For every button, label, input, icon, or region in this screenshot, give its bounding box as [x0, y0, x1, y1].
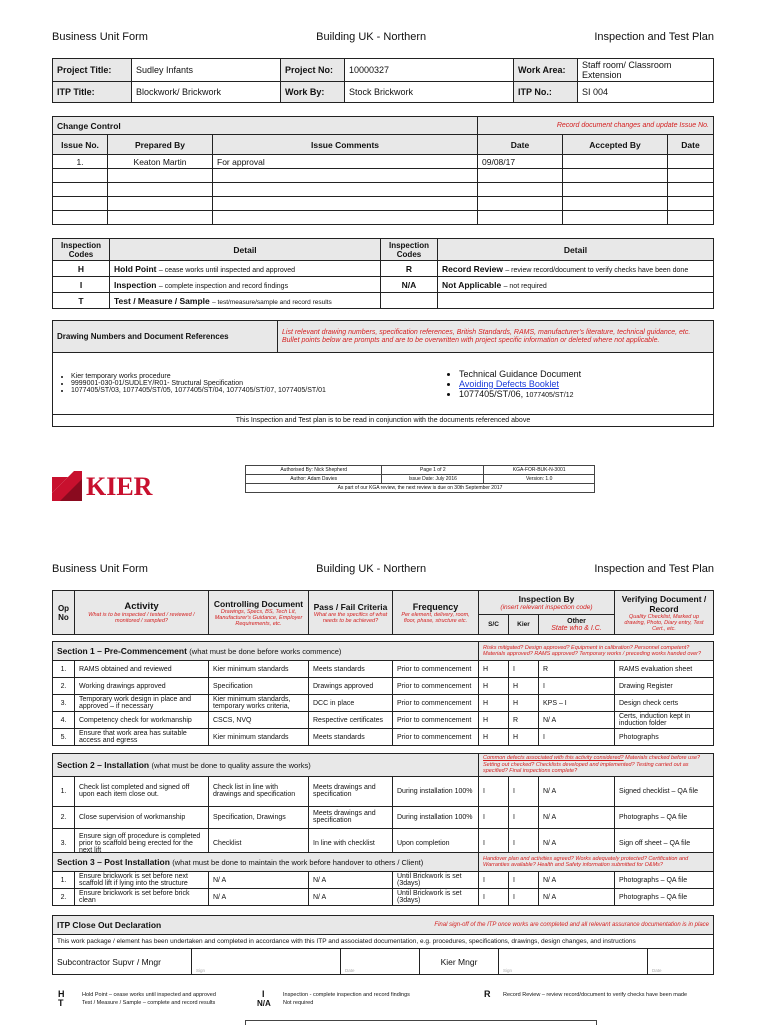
accepted-by: [563, 155, 668, 169]
op-no: 1.: [53, 661, 75, 678]
codes-head: Inspection Codes: [53, 239, 110, 261]
authorised-by: Authorised By: Nick Shepherd: [246, 466, 382, 475]
section1-note: Risks mitigated? Design approved? Equipment in calibration? Personnel competent? Materials approved? RAMS approved? Temporary works / preceding works handed over?: [479, 642, 714, 661]
kier: I: [509, 806, 539, 828]
project-title-label: Project Title:: [53, 59, 132, 82]
frequency: Prior to commencement: [393, 678, 479, 695]
code-h: H: [53, 261, 110, 277]
inspection-codes-table: [52, 238, 714, 309]
section1-title: Section 1 – Pre-Commencement: [57, 646, 187, 656]
drawings-footer: This Inspection and Test plan is to be read in conjunction with the documents referenced above: [53, 415, 714, 427]
work-area-value: Staff room/ Classroom Extension: [578, 59, 714, 82]
code-r-title: Record Review: [442, 263, 503, 274]
kier: R: [509, 712, 539, 729]
verifying: Photographs – QA file: [615, 872, 714, 889]
col-issue-comments: Issue Comments: [213, 135, 478, 155]
kier-logo-text: KIER: [86, 472, 153, 501]
section2-note: Materials checked before use? Setting out checked? Checklists developed and implemented? Testing carried out as specified? Final inspections complete?: [483, 755, 701, 774]
code-h-title: Hold Point: [114, 263, 157, 274]
issue-no: 1.: [53, 155, 108, 169]
page-header: [52, 31, 714, 43]
legend-r-text: Record Review – review record/document to verify checks have been made: [503, 992, 688, 998]
col-date: Date: [478, 135, 563, 155]
ref-st06: 1077405/ST/06,: [459, 388, 524, 399]
op-no: 3.: [53, 828, 75, 858]
col-verifying: Verifying Document / Record: [621, 593, 707, 614]
col-activity-sub: What is to be inspected / tested / reviewed / monitored / sampled?: [88, 612, 195, 624]
controlling-doc: Kier minimum standards: [209, 661, 309, 678]
subcontractor-date-field[interactable]: Date: [341, 949, 420, 975]
kier: H: [509, 729, 539, 746]
code-t: T: [53, 293, 110, 309]
col-frequency-sub: Per element, delivery, room, floor, phase, structure etc.: [401, 611, 470, 624]
header-left: Business Unit Form: [52, 31, 148, 43]
kier-date-field[interactable]: Date: [648, 949, 714, 975]
section2-title: Section 2 – Installation: [57, 759, 150, 770]
kier: I: [509, 828, 539, 858]
table-row: [53, 712, 714, 729]
verifying: Photographs – QA file: [615, 889, 714, 906]
sc: H: [479, 678, 509, 695]
kier: H: [509, 695, 539, 712]
col-accepted-by: Accepted By: [563, 135, 668, 155]
review-note: As part of our KGA review, the next review is due on 30th September 2017: [246, 484, 595, 493]
legend-h-text: Hold Point – cease works until inspected and approved: [82, 992, 216, 998]
header-left: Business Unit Form: [52, 563, 148, 575]
legend-na-code: N/A: [257, 999, 271, 1008]
change-control-note: Record document changes and update Issue No.: [478, 117, 714, 135]
kier: I: [509, 872, 539, 889]
code-h-desc: – cease works until inspected and approved: [158, 266, 296, 274]
issue-comment: For approval: [213, 155, 478, 169]
code-i-desc: – complete inspection and record findings: [158, 282, 289, 290]
list-item: • Kier temporary works procedure: [71, 373, 437, 380]
verifying: Photographs – QA file: [615, 806, 714, 828]
op-no: 5.: [53, 729, 75, 746]
section3-title: Section 3 – Post Installation: [57, 857, 170, 867]
col-criteria: Pass / Fail Criteria: [313, 601, 388, 612]
activity: Working drawings approved: [75, 678, 209, 695]
activity: Temporary work design in place and approved – if necessary: [75, 695, 209, 712]
table-row: [53, 872, 714, 889]
col-doc-sub: Drawings, Specs, BS, Tech Lit, Manufacturer's Guidance, Employer Requirements, etc.: [214, 608, 303, 627]
legend-h: H: [58, 989, 65, 999]
code-t-desc: – test/measure/sample and record results: [212, 298, 332, 306]
kier: I: [509, 661, 539, 678]
project-table: [52, 58, 714, 103]
sc: H: [479, 712, 509, 729]
sc: H: [479, 695, 509, 712]
kier-sign-field[interactable]: Sign: [499, 949, 648, 975]
criteria: Meets drawings and specification: [309, 776, 393, 806]
verifying: Design check certs: [615, 695, 714, 712]
criteria: N/ A: [309, 889, 393, 906]
code-na-title: Not Applicable: [442, 279, 502, 290]
change-control-table: [52, 116, 714, 225]
code-i-title: Inspection: [114, 279, 157, 290]
col-date-2: Date: [668, 135, 714, 155]
header-center: Building UK - Northern: [316, 563, 427, 575]
other: N/ A: [539, 776, 615, 806]
criteria: N/ A: [309, 872, 393, 889]
frequency: Until Brickwork is set (3days): [393, 872, 479, 889]
itp-title-value: Blockwork/ Brickwork: [132, 82, 281, 103]
controlling-doc: N/ A: [209, 889, 309, 906]
table-row: [53, 729, 714, 746]
code-row: [53, 293, 714, 309]
code-i: I: [53, 277, 110, 293]
kier: H: [509, 678, 539, 695]
other: N/ A: [539, 712, 615, 729]
criteria: Meets drawings and specification: [309, 806, 393, 828]
col-frequency: Frequency: [412, 601, 459, 612]
table-row: [53, 211, 714, 225]
activity: Ensure that work area has suitable access and egress: [75, 729, 209, 746]
activity: Ensure sign off procedure is completed prior to scaffold being erected for the next lift: [75, 828, 209, 858]
activity: Ensure brickwork is set before brick clean: [75, 889, 209, 906]
list-item: • 9999001-030-01/SUDLEY/R01- Structural Specification: [71, 380, 437, 387]
op-no: 1.: [53, 776, 75, 806]
section2-table: [52, 753, 714, 859]
section2-note-underlined: Common defects associated with this activity considered?: [483, 755, 624, 761]
table-row: [53, 197, 714, 211]
code-row: [53, 261, 714, 277]
code-na-desc: – not required: [503, 282, 547, 290]
activity: Competency check for workmanship: [75, 712, 209, 729]
author: Author: Adam Davies: [246, 475, 382, 484]
col-kier: Kier: [509, 615, 539, 635]
criteria: Meets standards: [309, 729, 393, 746]
table-row: [53, 806, 714, 828]
col-issue-no: Issue No.: [53, 135, 108, 155]
op-no: 1.: [53, 872, 75, 889]
table-row: [53, 776, 714, 806]
table-row: [53, 155, 714, 169]
verifying: Drawing Register: [615, 678, 714, 695]
kier: I: [509, 889, 539, 906]
code-r: R: [381, 261, 438, 277]
col-inspection-by: Inspection By: [518, 594, 575, 604]
verifying: Certs, induction kept in induction folder: [615, 712, 714, 729]
sc: H: [479, 661, 509, 678]
itp-main-table: [52, 590, 714, 635]
legend-na-text: Not required: [283, 1000, 314, 1006]
frequency: Prior to commencement: [393, 729, 479, 746]
kier-logo: [52, 470, 153, 502]
op-no: 2.: [53, 889, 75, 906]
legend-i-code: I: [262, 989, 265, 999]
header-center: Building UK - Northern: [316, 31, 427, 43]
code-na: N/A: [381, 277, 438, 293]
legend-t-text: Test / Measure / Sample – complete and record results: [82, 1000, 216, 1006]
work-area-label: Work Area:: [514, 59, 578, 82]
controlling-doc: Kier minimum standards: [209, 729, 309, 746]
project-no-value: 10000327: [345, 59, 514, 82]
col-controlling-doc: Controlling Document: [213, 598, 304, 609]
other: I: [539, 678, 615, 695]
issue-date: 09/08/17: [478, 155, 563, 169]
op-no: 4.: [53, 712, 75, 729]
sc: I: [479, 872, 509, 889]
frequency: During installation 100%: [393, 806, 479, 828]
activity: RAMS obtained and reviewed: [75, 661, 209, 678]
activity: Close supervision of workmanship: [75, 806, 209, 828]
table-row: [53, 661, 714, 678]
ref-st12: 1077405/ST/12: [525, 391, 574, 399]
drawings-table: [52, 320, 714, 427]
section2-sub: (what must be done to quality assure the works): [151, 760, 311, 770]
table-row: [53, 169, 714, 183]
detail-head-2: Detail: [438, 239, 714, 261]
other: N/ A: [539, 806, 615, 828]
page2-header: [52, 563, 714, 575]
frequency: Prior to commencement: [393, 661, 479, 678]
col-verifying-sub: Quality Checklist, Marked up drawing, Photo, Diary entry, Test Cert., etc.: [624, 613, 704, 632]
work-by-label: Work By:: [281, 82, 345, 103]
section3-table: [52, 852, 714, 906]
col-inspection-sub: (insert relevant inspection code): [500, 604, 593, 611]
activity: Check list completed and signed off upon each item close out.: [75, 776, 209, 806]
project-title-value: Sudley Infants: [132, 59, 281, 82]
list-item: [459, 389, 709, 399]
avoiding-defects-link[interactable]: Avoiding Defects Booklet: [459, 378, 559, 389]
col-activity: Activity: [124, 601, 159, 612]
legend-i-text: Inspection - complete inspection and record findings: [283, 992, 410, 998]
criteria: DCC in place: [309, 695, 393, 712]
detail-head: Detail: [110, 239, 381, 261]
closeout-text: This work package / element has been undertaken and completed in accordance with this ITP and associated documentation, e.g. procedures, specifications, drawings, design changes, and instructions: [53, 935, 714, 949]
code-row: [53, 277, 714, 293]
frequency: Prior to commencement: [393, 712, 479, 729]
kier: I: [509, 776, 539, 806]
section1-table: [52, 641, 714, 746]
change-control-title: Change Control: [53, 117, 478, 135]
op-no: 3.: [53, 695, 75, 712]
subcontractor-label: Subcontractor Supvr / Mngr: [53, 949, 192, 975]
section3-note: Handover plan and activities agreed? Works adequately protected? Certification and Warranties available? Health and Safety information submitted for O&Ms?: [479, 853, 714, 872]
frequency: Until Brickwork is set (3days): [393, 889, 479, 906]
closeout-note: Final sign-off of the ITP once works are completed and all relevant assurance documentation is in place: [341, 916, 714, 935]
controlling-doc: Specification, Drawings: [209, 806, 309, 828]
issue-date: Issue Date: July 2016: [382, 475, 484, 484]
frequency: Upon completion: [393, 828, 479, 858]
criteria: Drawings approved: [309, 678, 393, 695]
table-row: [53, 183, 714, 197]
list-item: • 1077405/ST/03, 1077405/ST/05, 1077405/ST/04, 1077405/ST/07, 1077405/ST/01: [71, 387, 437, 394]
code-t-title: Test / Measure / Sample: [114, 295, 210, 306]
table-row: [53, 678, 714, 695]
other: N/ A: [539, 828, 615, 858]
sc: H: [479, 729, 509, 746]
legend-t: T: [58, 998, 64, 1008]
frequency: During installation 100%: [393, 776, 479, 806]
controlling-doc: CSCS, NVQ: [209, 712, 309, 729]
project-no-label: Project No:: [281, 59, 345, 82]
sc: I: [479, 806, 509, 828]
op-no: 2.: [53, 678, 75, 695]
criteria: Respective certificates: [309, 712, 393, 729]
frequency: Prior to commencement: [393, 695, 479, 712]
sc: I: [479, 828, 509, 858]
criteria: Meets standards: [309, 661, 393, 678]
page-count: Page 1 of 2: [382, 466, 484, 475]
section3-sub: (what must be done to maintain the work before handover to others / Client): [172, 858, 424, 867]
controlling-doc: Check list in line with drawings and specification: [209, 776, 309, 806]
page2-footer-table-edge: [245, 1020, 597, 1025]
drawings-list-left: [57, 373, 437, 394]
closeout-title: ITP Close Out Declaration: [53, 916, 341, 935]
table-row: [53, 695, 714, 712]
controlling-doc: Checklist: [209, 828, 309, 858]
other: N/ A: [539, 872, 615, 889]
list-item: [459, 379, 709, 389]
col-other: Other: [567, 617, 586, 625]
op-no: 2.: [53, 806, 75, 828]
drawings-list-right: [445, 369, 709, 399]
verifying: Photographs: [615, 729, 714, 746]
controlling-doc: Specification: [209, 678, 309, 695]
document-info-table: [245, 465, 595, 493]
verifying: Sign off sheet – QA file: [615, 828, 714, 858]
section1-sub: (what must be done before works commence): [189, 647, 342, 656]
col-op-no: Op No: [53, 591, 75, 635]
sc: I: [479, 776, 509, 806]
version: Version: 1.0: [484, 475, 595, 484]
other: R: [539, 661, 615, 678]
accepted-date: [668, 155, 714, 169]
codes-head-2: Inspection Codes: [381, 239, 438, 261]
work-by-value: Stock Brickwork: [345, 82, 514, 103]
list-item: • Technical Guidance Document: [459, 369, 709, 379]
subcontractor-sign-field[interactable]: Sign: [192, 949, 341, 975]
legend-t-code: [58, 999, 64, 1008]
drawings-title: Drawing Numbers and Document References: [53, 321, 278, 353]
verifying: RAMS evaluation sheet: [615, 661, 714, 678]
prepared-by: Keaton Martin: [108, 155, 213, 169]
header-right: Inspection and Test Plan: [594, 563, 714, 575]
itp-no-label: ITP No.:: [514, 82, 578, 103]
col-other-sub: State who & I.C.: [551, 624, 602, 632]
legend-r-code: R: [484, 989, 491, 999]
col-sc: S/C: [479, 615, 509, 635]
col-criteria-sub: What are the specifics of what needs to be achieved?: [313, 611, 388, 624]
sc: I: [479, 889, 509, 906]
kier-mngr-label: Kier Mngr: [420, 949, 499, 975]
kier-logo-icon: [52, 471, 82, 501]
activity: Ensure brickwork is set before next scaffold lift if lying into the structure: [75, 872, 209, 889]
controlling-doc: N/ A: [209, 872, 309, 889]
code-r-desc: – review record/document to verify checks have been done: [505, 266, 689, 274]
itp-no-value: SI 004: [578, 82, 714, 103]
other: KPS – I: [539, 695, 615, 712]
table-row: [53, 889, 714, 906]
drawings-note: List relevant drawing numbers, specification references, British Standards, RAMS, manufacturer's literature, technical guidance, etc. Bullet points below are prompts and are to be overwritten with project specific information or deleted where not applicable.: [278, 321, 714, 353]
verifying: Signed checklist – QA file: [615, 776, 714, 806]
itp-title-label: ITP Title:: [53, 82, 132, 103]
other: I: [539, 729, 615, 746]
controlling-doc: Kier minimum standards, temporary works criteria,: [209, 695, 309, 712]
closeout-table: [52, 915, 714, 975]
other: N/ A: [539, 889, 615, 906]
col-prepared-by: Prepared By: [108, 135, 213, 155]
doc-ref: KGA-FOR-BUK-N-3001: [484, 466, 595, 475]
header-right: Inspection and Test Plan: [594, 31, 714, 43]
criteria: In line with checklist: [309, 828, 393, 858]
